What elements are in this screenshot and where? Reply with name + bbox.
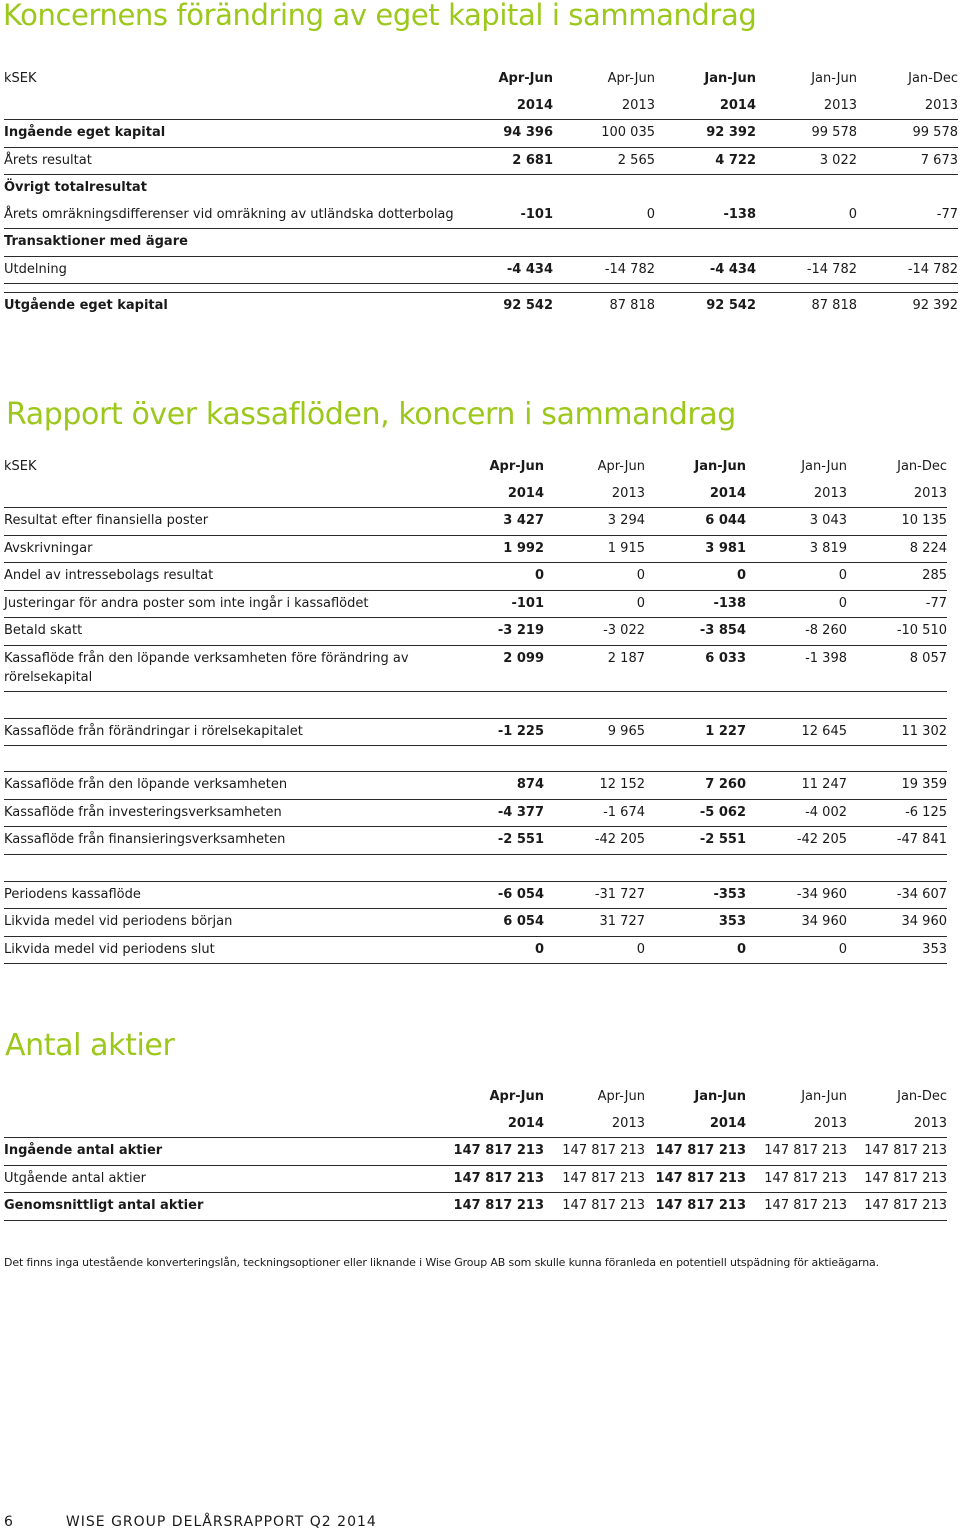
cell-value: 0 <box>646 206 655 222</box>
table-row <box>4 772 947 800</box>
row-label: Resultat efter finansiella poster <box>4 513 209 528</box>
table-row <box>4 202 958 230</box>
cell-value: -2 551 <box>497 832 544 847</box>
cell-value: 147 817 213 <box>864 1143 947 1158</box>
cell-value: -47 841 <box>896 832 947 847</box>
table-row <box>4 536 947 564</box>
column-header-year: 2013 <box>813 1115 847 1131</box>
cell-value: 147 817 213 <box>562 1198 645 1213</box>
column-header-year: 2014 <box>507 485 544 501</box>
cell-value: 92 542 <box>503 298 553 313</box>
column-header-year: 2013 <box>611 1115 645 1131</box>
table-row <box>4 719 947 747</box>
table-section-row <box>4 229 958 256</box>
row-label: Kassaflöde från den löpande verksamheten före förändring av rörelsekapital <box>4 650 409 685</box>
dilution-note: Det finns inga utestående konverteringslån, teckningsoptioner eller liknande i Wise Group AB som skulle kunna föranleda en potentiell utspädning för aktieägarna. <box>4 1256 879 1269</box>
table-header-period-row <box>4 1084 947 1111</box>
cell-value: 2 187 <box>607 650 645 666</box>
cell-value: -138 <box>713 595 746 611</box>
cell-value: 8 057 <box>909 650 947 666</box>
cell-value: -42 205 <box>796 832 847 847</box>
cell-value: 3 043 <box>809 513 847 528</box>
divider <box>4 855 947 882</box>
page-number: 6 <box>4 1514 14 1530</box>
column-header-period: Jan-Jun <box>694 1089 746 1104</box>
cell-value: 2 099 <box>503 650 544 666</box>
cell-value: 12 645 <box>801 723 847 739</box>
cell-value: -34 607 <box>896 886 947 902</box>
cell-value: 4 722 <box>715 152 756 168</box>
cell-value: 0 <box>636 568 645 583</box>
cell-value: 0 <box>636 941 645 957</box>
cell-value: 147 817 213 <box>864 1198 947 1213</box>
cell-value: -1 674 <box>603 804 645 820</box>
column-header-period: Jan-Dec <box>897 459 947 474</box>
cell-value: -4 377 <box>497 804 544 820</box>
table-row <box>4 256 958 285</box>
row-label: Periodens kassaflöde <box>4 886 141 902</box>
table-row <box>4 937 947 965</box>
cell-value: 2 565 <box>617 152 655 168</box>
table-row <box>4 882 947 910</box>
cell-value: -2 551 <box>699 832 746 847</box>
cell-value: 6 033 <box>705 650 746 666</box>
cell-value: 874 <box>516 777 544 792</box>
cell-value: 147 817 213 <box>453 1170 544 1186</box>
column-header-period: Jan-Dec <box>908 71 958 86</box>
report-title: WISE GROUP DELÅRSRAPPORT Q2 2014 <box>65 1514 377 1530</box>
cell-value: -353 <box>713 886 746 902</box>
column-header-period: Jan-Jun <box>811 71 857 86</box>
equity-table-title: Koncernens förändring av eget kapital i sammandrag <box>3 0 757 32</box>
cell-value: 34 960 <box>901 914 947 929</box>
column-header-year: 2013 <box>611 485 645 501</box>
cell-value: 353 <box>718 914 746 929</box>
cell-value: 11 302 <box>901 723 947 739</box>
table-section-row <box>4 175 958 202</box>
column-header-year: 2014 <box>709 485 746 501</box>
column-header-period: Apr-Jun <box>498 71 553 86</box>
cell-value: 285 <box>922 568 947 583</box>
cell-value: 0 <box>838 595 847 611</box>
cell-value: 7 260 <box>705 777 746 792</box>
cell-value: 0 <box>838 568 847 583</box>
section-label: Transaktioner med ägare <box>4 234 188 249</box>
cell-value: 12 152 <box>599 777 645 792</box>
cell-value: 11 247 <box>801 777 847 792</box>
cell-value: 147 817 213 <box>655 1198 746 1213</box>
column-header-period: Apr-Jun <box>607 71 655 86</box>
cashflow-table <box>4 454 947 964</box>
row-label: Årets resultat <box>4 152 92 168</box>
cell-value: -8 260 <box>805 623 847 638</box>
cell-value: 9 965 <box>607 723 645 739</box>
row-label: Kassaflöde från investeringsverksamheten <box>4 804 282 820</box>
column-header-year: 2014 <box>516 97 553 113</box>
cell-value: 147 817 213 <box>764 1198 847 1213</box>
column-header-period: Apr-Jun <box>597 459 645 474</box>
cell-value: -138 <box>723 206 756 222</box>
table-header-year-row <box>4 1111 947 1139</box>
cell-value: 147 817 213 <box>764 1170 847 1186</box>
column-header-period: Apr-Jun <box>489 1089 544 1104</box>
table-row <box>4 827 947 855</box>
cell-value: 31 727 <box>599 914 645 929</box>
cell-value: -14 782 <box>806 261 857 277</box>
row-label: Utgående eget kapital <box>4 298 168 313</box>
cell-value: 147 817 213 <box>655 1143 746 1158</box>
cell-value: -101 <box>511 595 544 611</box>
cell-value: 1 915 <box>607 540 645 556</box>
cell-value: -6 054 <box>497 886 544 902</box>
table-row <box>4 800 947 828</box>
column-header-year: 2013 <box>913 1115 947 1131</box>
cell-value: 147 817 213 <box>764 1143 847 1158</box>
cell-value: 8 224 <box>909 540 947 556</box>
cell-value: 1 227 <box>705 723 746 739</box>
cell-value: 6 054 <box>503 914 544 929</box>
cell-value: 353 <box>922 941 947 957</box>
cell-value: 0 <box>534 568 544 583</box>
row-label: Årets omräkningsdifferenser vid omräkning av utländska dotterbolag <box>4 206 454 222</box>
cell-value: -1 225 <box>497 723 544 739</box>
column-header-year: 2013 <box>913 485 947 501</box>
cell-value: -4 434 <box>506 261 553 277</box>
shares-table <box>4 1084 947 1221</box>
cell-value: 87 818 <box>811 298 857 313</box>
column-header-period: Jan-Jun <box>704 71 756 86</box>
cell-value: 7 673 <box>920 152 958 168</box>
cell-value: -1 398 <box>805 650 847 666</box>
column-header-period: Jan-Jun <box>801 1089 847 1104</box>
column-header-period: Apr-Jun <box>597 1089 645 1104</box>
cell-value: -14 782 <box>907 261 958 277</box>
cell-value: 3 819 <box>809 540 847 556</box>
row-label: Genomsnittligt antal aktier <box>4 1198 204 1213</box>
unit-label: kSEK <box>4 459 37 474</box>
cell-value: 3 294 <box>607 513 645 528</box>
divider <box>4 746 947 772</box>
cell-value: 92 392 <box>706 125 756 140</box>
cell-value: -31 727 <box>594 886 645 902</box>
cell-value: -77 <box>936 206 958 222</box>
cashflow-table-title: Rapport över kassaflöden, koncern i sammandrag <box>6 397 736 432</box>
row-label: Justeringar för andra poster som inte ingår i kassaflödet <box>4 595 369 611</box>
cell-value: 3 981 <box>705 540 746 556</box>
cell-value: 99 578 <box>811 125 857 140</box>
cell-value: 0 <box>848 206 857 222</box>
column-header-year: 2014 <box>507 1115 544 1131</box>
cell-value: 100 035 <box>601 125 655 140</box>
table-row <box>4 618 947 646</box>
column-header-period: Jan-Jun <box>801 459 847 474</box>
cell-value: -6 125 <box>905 804 947 820</box>
cell-value: 0 <box>534 941 544 957</box>
table-row <box>4 1138 947 1166</box>
table-header-period-row <box>4 66 958 93</box>
row-label: Utdelning <box>4 261 67 277</box>
row-label: Kassaflöde från finansieringsverksamheten <box>4 832 286 847</box>
cell-value: -101 <box>520 206 553 222</box>
cell-value: 147 817 213 <box>453 1198 544 1213</box>
cell-value: -34 960 <box>796 886 847 902</box>
table-row <box>4 292 958 320</box>
column-header-year: 2014 <box>719 97 756 113</box>
table-row <box>4 563 947 591</box>
table-row <box>4 1193 947 1221</box>
cell-value: -10 510 <box>896 623 947 638</box>
cell-value: 147 817 213 <box>562 1143 645 1158</box>
page-footer <box>4 1514 377 1530</box>
cell-value: 147 817 213 <box>655 1170 746 1186</box>
row-label: Likvida medel vid periodens början <box>4 914 233 929</box>
table-row <box>4 591 947 619</box>
cell-value: 19 359 <box>901 777 947 792</box>
cell-value: 1 992 <box>503 540 544 556</box>
cell-value: -42 205 <box>594 832 645 847</box>
cell-value: 99 578 <box>912 125 958 140</box>
cell-value: 3 022 <box>819 152 857 168</box>
column-header-year: 2013 <box>924 97 958 113</box>
shares-table-title: Antal aktier <box>5 1028 175 1063</box>
table-row <box>4 646 947 692</box>
cell-value: 0 <box>838 941 847 957</box>
cell-value: 87 818 <box>609 298 655 313</box>
cell-value: 3 427 <box>503 513 544 528</box>
row-label: Andel av intressebolags resultat <box>4 568 214 583</box>
cell-value: 147 817 213 <box>562 1170 645 1186</box>
column-header-year: 2013 <box>813 485 847 501</box>
cell-value: 0 <box>736 568 746 583</box>
cell-value: -4 002 <box>805 804 847 820</box>
column-header-period: Jan-Jun <box>694 459 746 474</box>
cell-value: -14 782 <box>604 261 655 277</box>
cell-value: -4 434 <box>709 261 756 277</box>
table-row <box>4 120 958 148</box>
cell-value: 0 <box>736 941 746 957</box>
cell-value: -77 <box>925 595 947 611</box>
column-header-year: 2013 <box>823 97 857 113</box>
cell-value: -5 062 <box>699 804 746 820</box>
cell-value: 6 044 <box>705 513 746 528</box>
table-header-period-row <box>4 454 947 481</box>
row-label: Ingående antal aktier <box>4 1143 163 1158</box>
table-row <box>4 148 958 176</box>
cell-value: 147 817 213 <box>453 1143 544 1158</box>
cell-value: -3 219 <box>497 623 544 638</box>
row-label: Kassaflöde från den löpande verksamheten <box>4 777 288 792</box>
cell-value: -3 854 <box>699 623 746 638</box>
row-label: Likvida medel vid periodens slut <box>4 941 215 957</box>
table-row <box>4 909 947 937</box>
cell-value: 92 542 <box>706 298 756 313</box>
divider <box>4 692 947 719</box>
table-row <box>4 508 947 536</box>
column-header-year: 2013 <box>621 97 655 113</box>
unit-label: kSEK <box>4 71 37 86</box>
table-header-year-row <box>4 93 958 121</box>
cell-value: 34 960 <box>801 914 847 929</box>
cell-value: 147 817 213 <box>864 1170 947 1186</box>
cell-value: 2 681 <box>512 152 553 168</box>
column-header-year: 2014 <box>709 1115 746 1131</box>
table-row <box>4 1166 947 1194</box>
row-label: Kassaflöde från förändringar i rörelsekapitalet <box>4 723 303 739</box>
row-label: Betald skatt <box>4 623 83 638</box>
cell-value: 94 396 <box>503 125 553 140</box>
row-label: Avskrivningar <box>4 540 93 556</box>
row-label: Utgående antal aktier <box>4 1170 147 1186</box>
row-label: Ingående eget kapital <box>4 125 166 140</box>
section-label: Övrigt totalresultat <box>4 180 147 195</box>
table-header-year-row <box>4 481 947 509</box>
column-header-period: Apr-Jun <box>489 459 544 474</box>
cell-value: -3 022 <box>603 623 645 638</box>
cell-value: 10 135 <box>901 513 947 528</box>
cell-value: 0 <box>636 595 645 611</box>
equity-table <box>4 66 958 320</box>
column-header-period: Jan-Dec <box>897 1089 947 1104</box>
cell-value: 92 392 <box>912 298 958 313</box>
